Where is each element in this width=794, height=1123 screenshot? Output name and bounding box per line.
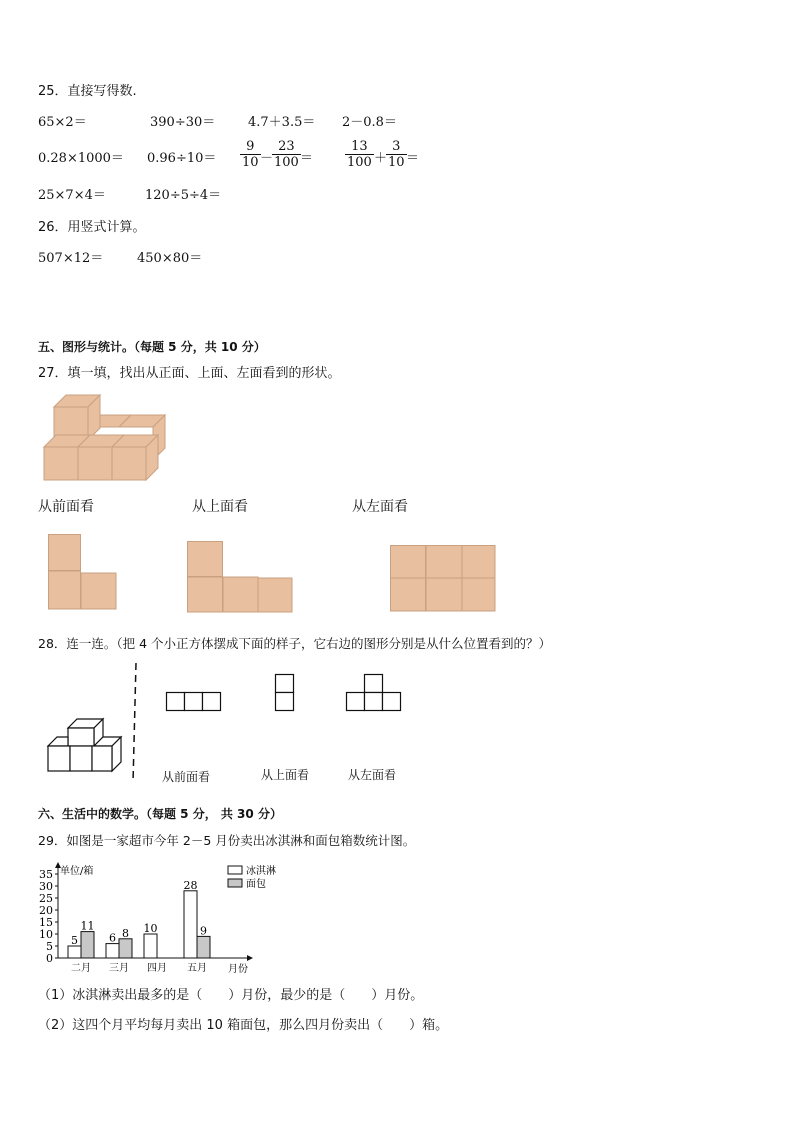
q28-cube-figure — [44, 710, 126, 772]
y-tick-label: 30 — [39, 880, 53, 893]
view-square — [462, 578, 495, 611]
denominator: 100 — [274, 155, 299, 170]
q25-item-1: 65×2＝ — [38, 115, 87, 130]
y-tick-label: 5 — [46, 940, 53, 953]
view-square — [188, 542, 223, 577]
q28-label-front: 从前面看 — [162, 770, 211, 784]
q27-top-view — [187, 541, 293, 613]
cube-front-face — [44, 447, 78, 480]
q25-item-7: 25×7×4＝ — [38, 188, 106, 203]
operator: ＋ — [374, 151, 388, 166]
x-tick-label: 五月 — [187, 963, 207, 974]
y-tick-label: 20 — [39, 904, 53, 917]
y-tick-label: 25 — [39, 892, 53, 905]
denominator: 100 — [347, 155, 372, 170]
q27-title: 27．填一填，找出从正面、上面、左面看到的形状。 — [38, 366, 341, 381]
data-label: 6 — [109, 931, 116, 945]
view-square — [49, 571, 81, 609]
q28-view-t-shape — [346, 674, 402, 712]
numerator: 3 — [392, 139, 401, 154]
denominator: 10 — [388, 155, 405, 170]
q26-title: 26．用竖式计算。 — [38, 220, 146, 235]
data-label: 9 — [200, 924, 207, 938]
q25-item-5: 0.28×1000＝ — [38, 151, 124, 166]
y-tick-label: 35 — [39, 868, 53, 881]
data-label: 28 — [183, 878, 198, 892]
view-square — [258, 578, 292, 612]
q28-label-top: 从上面看 — [261, 768, 310, 782]
q25-item-2: 390÷30＝ — [150, 115, 216, 130]
q28-view-column — [275, 674, 295, 712]
y-tick-label: 10 — [39, 928, 53, 941]
x-axis-arrow — [247, 955, 253, 961]
view-square — [426, 578, 462, 611]
q25-item-3: 4.7＋3.5＝ — [248, 115, 316, 130]
view-square — [188, 577, 223, 612]
fraction — [386, 139, 407, 170]
view-square — [391, 578, 426, 611]
data-label: 5 — [71, 934, 78, 947]
numerator: 13 — [351, 139, 368, 154]
legend-swatch — [228, 866, 242, 874]
q27-left-view — [390, 545, 496, 612]
bar-ice-cream — [68, 946, 81, 958]
view-square — [223, 577, 258, 612]
q25-item-8: 120÷5÷4＝ — [145, 188, 222, 203]
view-square — [391, 546, 426, 579]
view-square — [462, 546, 495, 579]
bar-ice-cream — [184, 891, 197, 958]
q27-label-top: 从上面看 — [192, 499, 248, 515]
q28-view-row — [166, 692, 222, 712]
q28-title: 28．连一连。（把 4 个小正方体摆成下面的样子，它右边的图形分别是从什么位置看到的？） — [38, 636, 552, 651]
x-axis-label: 月份 — [228, 964, 248, 975]
q25-title: 25．直接写得数. — [38, 84, 137, 99]
bar-bread — [197, 936, 210, 958]
q26-item-1: 507×12＝ — [38, 251, 104, 266]
dashed-divider — [133, 663, 139, 783]
cube-front-face — [78, 447, 112, 480]
denominator: 10 — [242, 155, 259, 170]
view-square — [426, 546, 462, 579]
q27-cube-figure — [40, 390, 175, 490]
view-square — [81, 573, 116, 609]
bar-ice-cream — [144, 934, 157, 958]
data-label: 8 — [122, 926, 129, 940]
q25-item-6: 0.96÷10＝ — [147, 151, 217, 166]
section-5-title: 五、图形与统计。（每题 5 分，共 10 分） — [38, 340, 266, 354]
q26-item-2: 450×80＝ — [137, 251, 203, 266]
q28-label-left: 从左面看 — [348, 768, 397, 782]
q29-sub-question-1: （1）冰淇淋卖出最多的是（ ）月份，最少的是（ ）月份。 — [38, 988, 424, 1003]
operator: － — [260, 151, 274, 166]
cube-front-face — [112, 447, 146, 480]
legend-label: 面包 — [246, 879, 266, 890]
y-tick-label: 15 — [39, 916, 53, 929]
q27-label-front: 从前面看 — [38, 499, 94, 515]
fraction — [272, 139, 301, 170]
x-tick-label: 四月 — [147, 963, 167, 974]
x-tick-label: 二月 — [71, 963, 91, 974]
y-axis-label: 单位/箱 — [60, 866, 94, 877]
bar-bread — [81, 932, 94, 958]
legend-swatch — [228, 879, 242, 887]
section-6-title: 六、生活中的数学。（每题 5 分， 共 30 分） — [38, 807, 282, 821]
x-tick-label: 三月 — [109, 963, 129, 974]
legend-label: 冰淇淋 — [246, 866, 276, 877]
equals: ＝ — [300, 151, 314, 166]
q25-item-4: 2－0.8＝ — [342, 115, 397, 130]
q27-label-left: 从左面看 — [352, 499, 408, 515]
data-label: 11 — [80, 919, 95, 933]
fraction — [345, 139, 374, 170]
numerator: 23 — [278, 139, 295, 154]
bar-ice-cream — [106, 944, 119, 958]
y-tick-label: 0 — [46, 952, 53, 965]
bar-bread — [119, 939, 132, 958]
q29-bar-chart — [32, 860, 276, 975]
equals: ＝ — [406, 151, 420, 166]
fraction — [240, 139, 261, 170]
q29-title: 29．如图是一家超市今年 2－5 月份卖出冰淇淋和面包箱数统计图。 — [38, 833, 416, 848]
view-square — [49, 535, 81, 571]
data-label: 10 — [143, 922, 158, 935]
q29-sub-question-2: （2）这四个月平均每月卖出 10 箱面包，那么四月份卖出（ ）箱。 — [38, 1018, 449, 1033]
numerator: 9 — [246, 139, 255, 154]
q27-front-view — [48, 534, 118, 610]
